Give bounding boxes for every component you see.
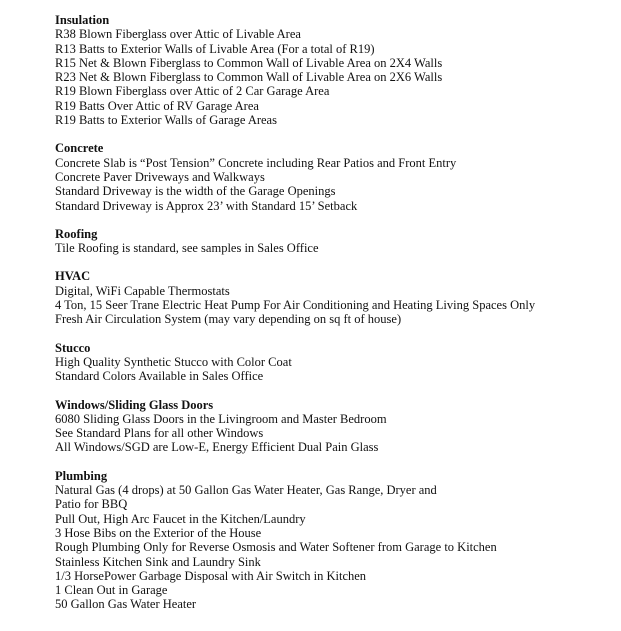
spec-line: All Windows/SGD are Low-E, Energy Efficient Dual Pain Glass — [55, 440, 379, 455]
spec-line: High Quality Synthetic Stucco with Color Coat — [55, 354, 292, 369]
spec-line: 1 Clean Out in Garage — [55, 583, 168, 598]
spec-line: Pull Out, High Arc Faucet in the Kitchen/Laundry — [55, 511, 306, 526]
spec-line: Fresh Air Circulation System (may vary depending on sq ft of house) — [55, 312, 402, 327]
spec-line: R13 Batts to Exterior Walls of Livable Area (For a total of R19) — [55, 41, 375, 56]
section-heading: Windows/Sliding Glass Doors — [55, 397, 214, 412]
spec-line: Rough Plumbing Only for Reverse Osmosis and Water Softener from Garage to Kitchen — [55, 540, 497, 555]
spec-line: R23 Net & Blown Fiberglass to Common Wall of Livable Area on 2X6 Walls — [55, 70, 443, 85]
spec-line: R19 Batts Over Attic of RV Garage Area — [55, 98, 259, 113]
section-plumbing — [55, 469, 615, 612]
spec-line: 1/3 HorsePower Garbage Disposal with Air Switch in Kitchen — [55, 568, 367, 583]
section-concrete — [55, 141, 615, 212]
spec-line: Tile Roofing is standard, see samples in Sales Office — [55, 241, 319, 256]
spec-line: Concrete Paver Driveways and Walkways — [55, 169, 265, 184]
spec-line: Standard Driveway is Approx 23’ with Standard 15’ Setback — [55, 198, 358, 213]
section-hvac — [55, 269, 615, 326]
spec-line: 4 Ton, 15 Seer Trane Electric Heat Pump For Air Conditioning and Heating Living Spaces Only — [55, 298, 536, 313]
spec-line: Standard Driveway is the width of the Garage Openings — [55, 184, 336, 199]
spec-line: R19 Blown Fiberglass over Attic of 2 Car Garage Area — [55, 84, 330, 99]
section-heading: HVAC — [55, 269, 91, 284]
spec-line: Natural Gas (4 drops) at 50 Gallon Gas Water Heater, Gas Range, Dryer and — [55, 483, 437, 498]
section-roofing — [55, 227, 615, 256]
spec-line: Standard Colors Available in Sales Office — [55, 369, 264, 384]
section-heading: Insulation — [55, 13, 110, 27]
spec-line: 50 Gallon Gas Water Heater — [55, 597, 197, 612]
section-heading: Plumbing — [55, 468, 108, 483]
spec-line: Stainless Kitchen Sink and Laundry Sink — [55, 554, 261, 569]
section-heading: Stucco — [55, 340, 91, 355]
spec-line: R15 Net & Blown Fiberglass to Common Wall of Livable Area on 2X4 Walls — [55, 55, 443, 70]
spec-line: Digital, WiFi Capable Thermostats — [55, 283, 230, 298]
section-stucco — [55, 341, 615, 384]
spec-line: See Standard Plans for all other Windows — [55, 426, 264, 441]
spec-line: Patio for BBQ — [55, 497, 128, 512]
section-windows — [55, 398, 615, 455]
spec-line: 6080 Sliding Glass Doors in the Livingroom and Master Bedroom — [55, 411, 387, 426]
spec-line: R19 Batts to Exterior Walls of Garage Areas — [55, 113, 277, 128]
section-heading: Roofing — [55, 226, 98, 241]
spec-line: Concrete Slab is “Post Tension” Concrete including Rear Patios and Front Entry — [55, 155, 457, 170]
section-insulation — [55, 13, 615, 127]
spec-line: 3 Hose Bibs on the Exterior of the House — [55, 525, 262, 540]
spec-line: R38 Blown Fiberglass over Attic of Livable Area — [55, 27, 301, 42]
spec-document — [55, 13, 615, 626]
section-heading: Concrete — [55, 141, 104, 156]
